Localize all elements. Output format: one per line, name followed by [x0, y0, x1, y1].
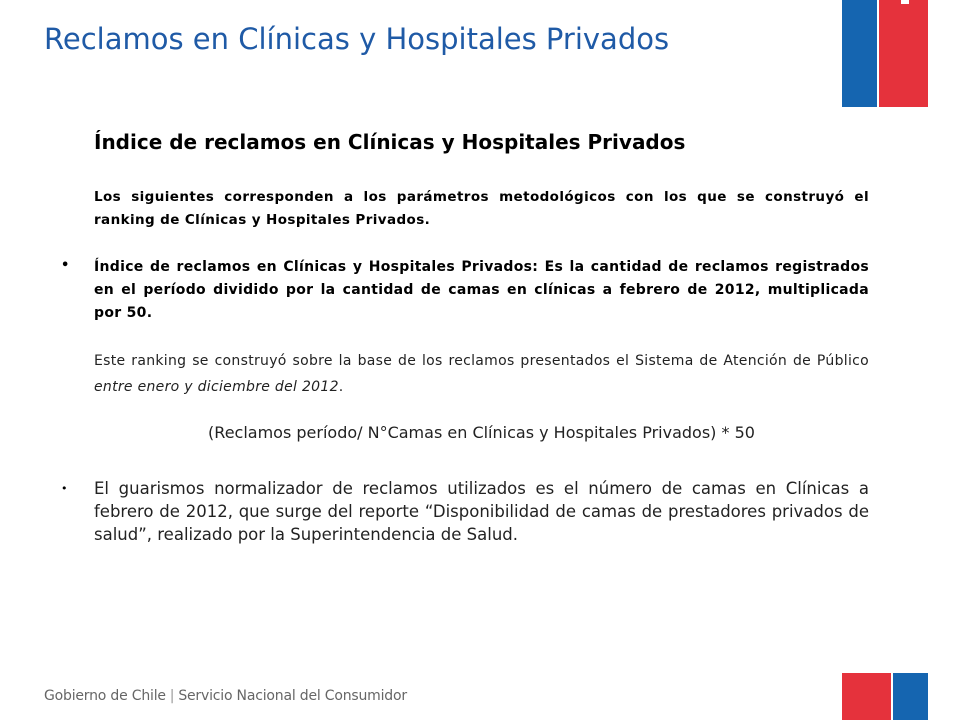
intro-paragraph: Los siguientes corresponden a los parámetros metodológicos con los que se construyó el ranking de Clínicas y Hospitales Privados. [94, 189, 869, 228]
ranking-paragraph [94, 348, 869, 400]
bullet-icon: • [61, 482, 68, 495]
normalizer-paragraph: El guarismos normalizador de reclamos utilizados es el número de camas en Clínicas a febrero de 2012, que surge del reporte “Disponibilidad de camas de prestadores privados de salud”, realizado por la Superintendencia de Salud. [94, 479, 869, 544]
index-definition: Índice de reclamos en Clínicas y Hospitales Privados: Es la cantidad de reclamos registrados en el período dividido por la cantidad de camas en clínicas a febrero de 2012, multiplicada por 50. [94, 259, 869, 321]
footer-credit [44, 688, 407, 704]
formula: (Reclamos período/ N°Camas en Clínicas y Hospitales Privados) * 50 [208, 423, 755, 442]
bullet-icon: • [61, 258, 70, 273]
page-title: Reclamos en Clínicas y Hospitales Privados [44, 22, 670, 56]
flag-logo-top [842, 0, 928, 107]
flag-red-band [879, 0, 928, 107]
footer-separator: | [169, 688, 175, 704]
ranking-text: Este ranking se construyó sobre la base de los reclamos presentados el Sistema de Atención de Público [94, 353, 869, 369]
footer-gov: Gobierno de Chile [44, 688, 166, 704]
ranking-end: . [338, 379, 344, 395]
footer-agency: Servicio Nacional del Consumidor [178, 688, 407, 704]
section-heading: Índice de reclamos en Clínicas y Hospitales Privados [94, 130, 686, 154]
flag-blue-band [842, 0, 877, 107]
flag-logo-bottom [842, 673, 928, 720]
ranking-period: entre enero y diciembre del 2012 [94, 379, 339, 395]
flag-red-band [842, 673, 891, 720]
flag-blue-band [893, 673, 928, 720]
flag-notch [901, 0, 909, 4]
